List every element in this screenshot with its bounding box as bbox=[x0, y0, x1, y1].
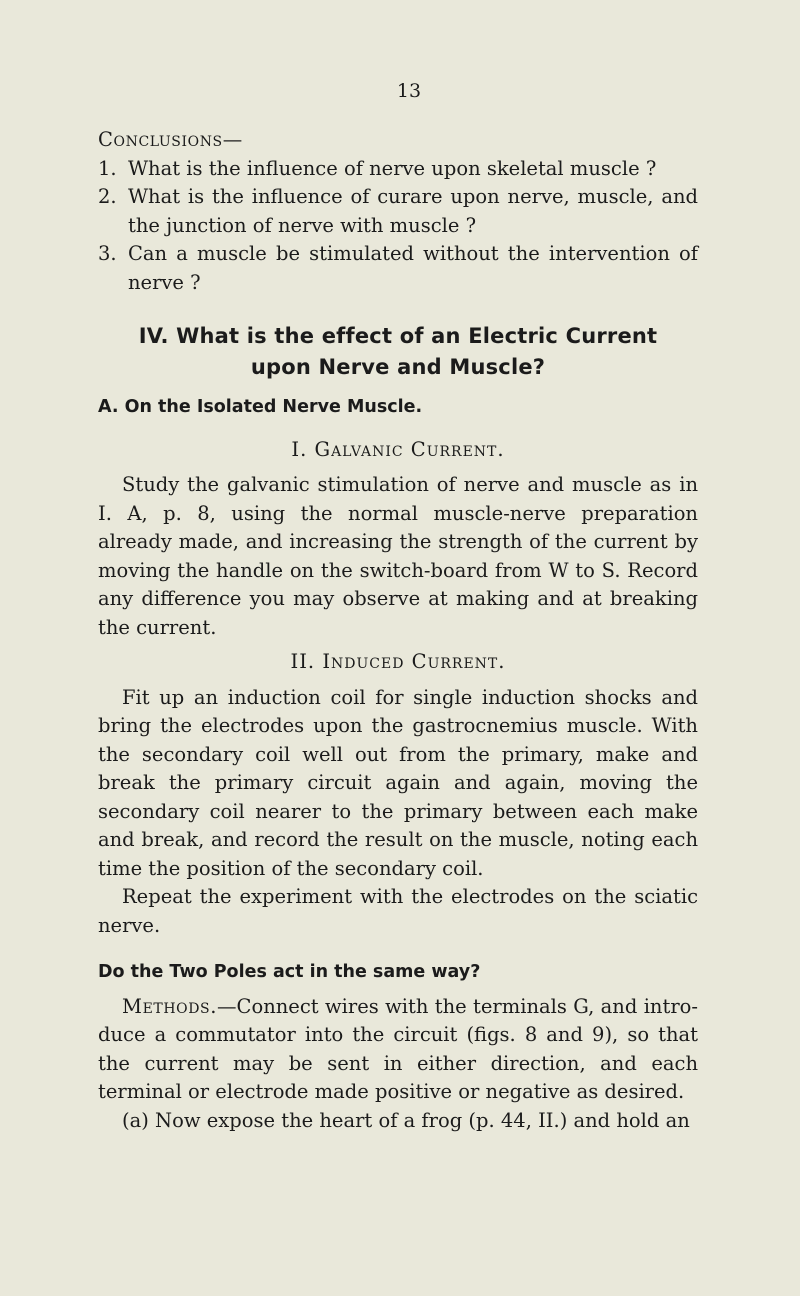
page-number: 13 bbox=[396, 80, 422, 102]
list-item-number: 2. bbox=[98, 185, 117, 208]
conclusions-list bbox=[98, 155, 698, 298]
induced-current-heading: II. Induced Current. bbox=[290, 650, 506, 673]
methods-text: —Connect wires with the terminals G, and introduce a commutator into the circuit (figs. 8 and 9), so that the current may be sent in either direction, and each terminal or electrode made positive or negative as desired. bbox=[98, 994, 698, 1103]
list-item-number: 3. bbox=[98, 242, 117, 265]
induced-paragraph-1: Fit up an induction coil for single induction shocks and bring the electrodes upon the gastrocnemius muscle. With the secondary coil well out from the primary, make and break the primary circuit again and again, moving the secondary coil nearer to the primary between each make and break, and record the result on the muscle, noting each time the position of the secondary coil. bbox=[98, 685, 698, 880]
page-content bbox=[98, 126, 698, 1135]
induced-paragraph-2: Repeat the experiment with the electrodes on the sciatic nerve. bbox=[98, 885, 698, 937]
list-item-text: Can a muscle be stimulated without the intervention of nerve ? bbox=[128, 242, 698, 294]
paragraph-a: (a) Now expose the heart of a frog (p. 44, II.) and hold an bbox=[122, 1108, 690, 1132]
list-item-text: What is the influence of curare upon nerve, muscle, and the junction of nerve with muscle ? bbox=[128, 185, 698, 237]
poles-heading: Do the Two Poles act in the same way? bbox=[98, 962, 481, 982]
list-item-number: 1. bbox=[98, 156, 117, 180]
methods-label: Methods. bbox=[122, 994, 218, 1018]
list-item bbox=[98, 183, 698, 240]
list-item bbox=[98, 240, 698, 297]
galvanic-paragraph-text: Study the galvanic stimulation of nerve and muscle as in I. A, p. 8, using the normal muscle-nerve preparation already made, and increasing the strength of the current by moving the handle on the switch-board from W to S. Record any difference you may observe at making and at breaking the current. bbox=[98, 473, 698, 639]
galvanic-current-heading: I. Galvanic Current. bbox=[291, 437, 505, 461]
list-item bbox=[98, 155, 698, 184]
conclusions-heading: Conclusions— bbox=[98, 128, 243, 151]
galvanic-paragraph bbox=[98, 471, 698, 642]
methods-paragraph bbox=[98, 993, 698, 1107]
subsection-a-heading: A. On the Isolated Nerve Muscle. bbox=[98, 397, 423, 417]
list-item-text: What is the influence of nerve upon skeletal muscle ? bbox=[128, 156, 657, 180]
section-iv-heading: IV. What is the effect of an Electric Current upon Nerve and Muscle? bbox=[138, 324, 658, 379]
